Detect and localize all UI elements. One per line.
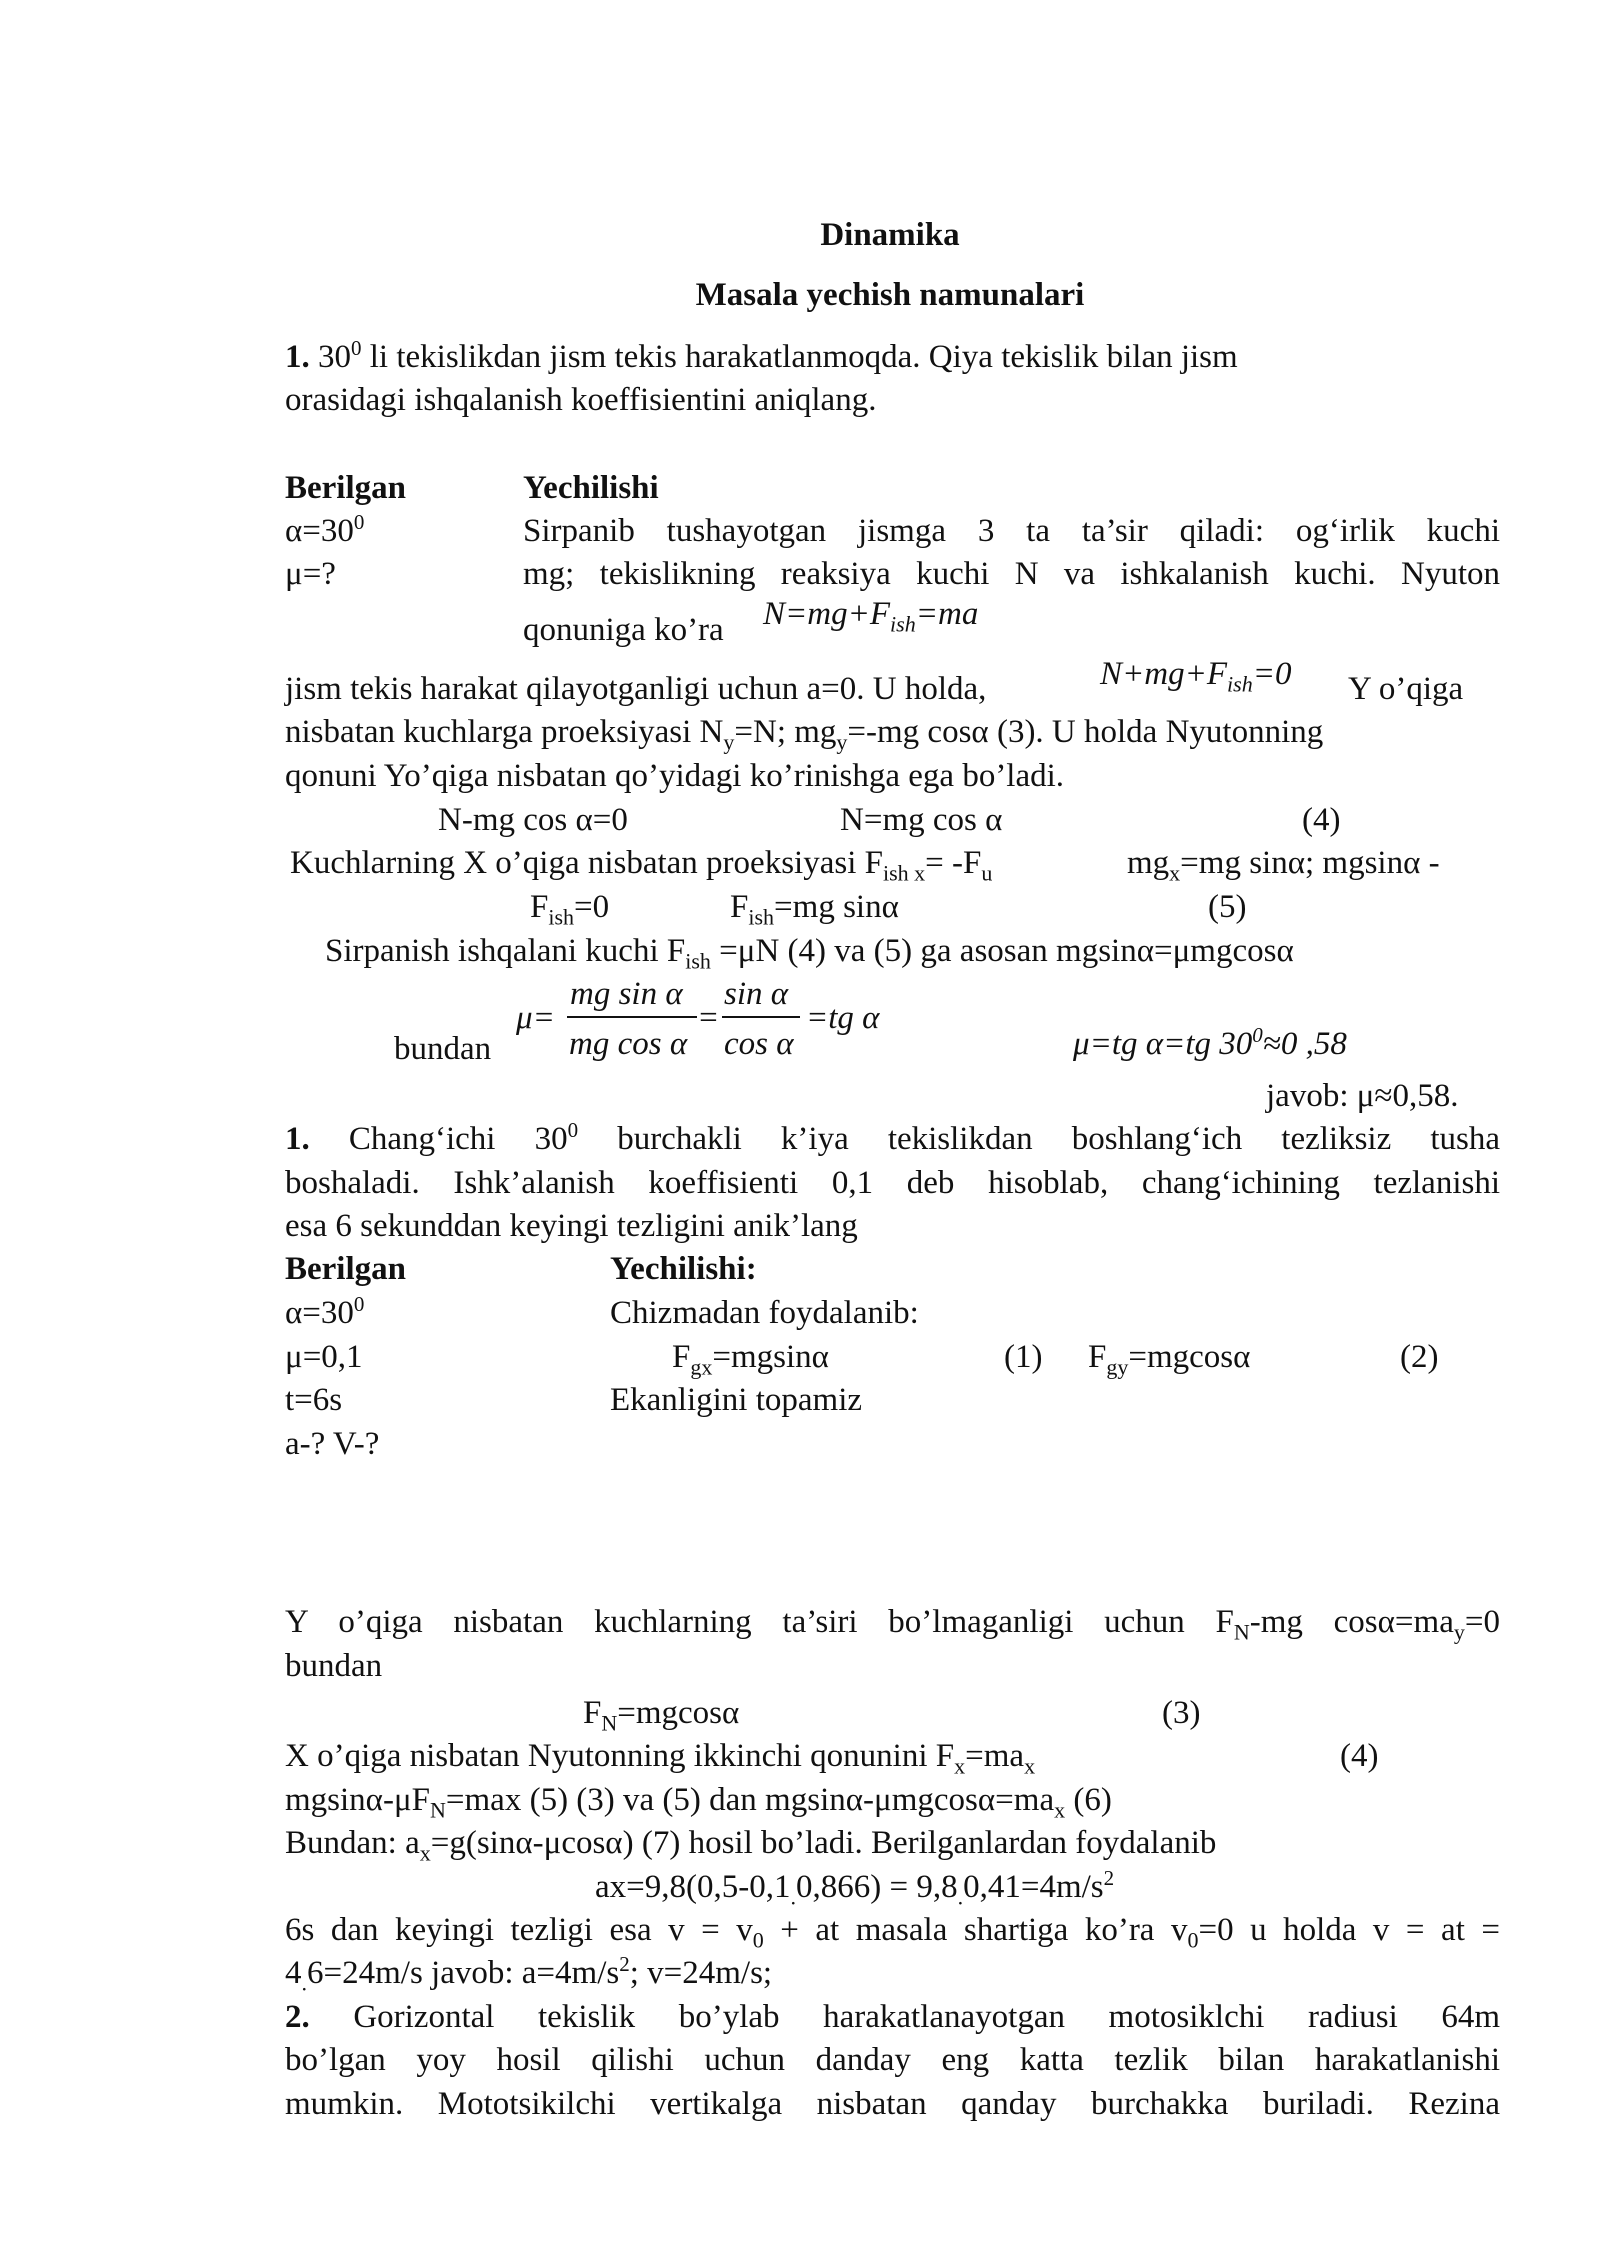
result-equation: μ=tg α=tg $30^0\approx 0$ ,58 [1073, 1023, 1347, 1062]
text-line-d-right: $mg_x=mg$ sinα; mgsinα - [1127, 845, 1440, 886]
problem3-line2: bo’lgan yoy hosil qilishi uchun danday eng katta tezlik bilan harakatlanishi [285, 2042, 1500, 2078]
frac2-numerator: sin α [724, 976, 789, 1012]
velocity-line2: $4_.6=24m/s$ javob: $a=4m/s^2$; v=24m/s; [285, 1952, 773, 1996]
given-heading: Berilgan [285, 470, 406, 506]
frac1-bar [567, 1016, 697, 1018]
problem1-statement-line2: orasidagi ishqalanish koeffisientini aniqlang. [285, 382, 877, 418]
eq4-number: (4) [1302, 802, 1341, 838]
fn-equation: $F_N=mgcos\alpha$ [583, 1695, 740, 1736]
eq4b-number: (4) [1340, 1738, 1379, 1774]
solution-heading-2: Yechilishi: [610, 1251, 757, 1287]
eq4-mid: N=mg cos α [840, 802, 1003, 838]
given2-alpha: $\alpha=30^0$ [285, 1292, 365, 1331]
frac2-denominator: cos α [724, 1026, 794, 1062]
bundan-label: bundan [394, 1031, 492, 1067]
eq5-left: $F_{ish}=0$ [530, 889, 610, 930]
fgx-equation: $F_{gx}=mgsin\alpha$ [672, 1339, 829, 1380]
eq5-number: (5) [1208, 889, 1247, 925]
given2-t: t=6s [285, 1382, 343, 1418]
answer-line: javob: μ≈0,58. [1266, 1078, 1459, 1114]
equation-newton: $N=mg+F_{ish}=ma$ [763, 596, 979, 637]
solution2-line1: Chizmadan foydalanib: [610, 1295, 919, 1331]
given2-find: a-? V-? [285, 1426, 380, 1462]
problem-number: 2. [285, 1999, 310, 2035]
eq3-number: (3) [1162, 1695, 1201, 1731]
text-line-b: nisbatan kuchlarga proeksiyasi $N_y=N$; $mg_y=-mg$ cosα (3). U holda Nyutonning [285, 714, 1324, 755]
frac-equals: = [697, 1000, 720, 1036]
bundan-ax-line: Bundan: $a_x=g(\sin\alpha-\mu\cos\alpha)$ (7) hosil bo’ladi. Berilganlardan foydalanib [285, 1825, 1217, 1866]
eq1-number: (1) [1004, 1339, 1043, 1375]
given-mu: μ=? [285, 556, 336, 592]
fgy-equation: $F_{gy}=mgcos\alpha$ [1088, 1339, 1251, 1380]
problem-number: 1. [285, 339, 310, 375]
x-axis-line: X o’qiga nisbatan Nyutonning ikkinchi qonunini $F_x=ma_x$ [285, 1738, 1036, 1779]
problem2-line1: 1. Chang‘ichi $30^0$ burchakli k’iya tekislikdan boshlang‘ich tezliksiz tusha [285, 1118, 1501, 1157]
calc-line: $ax=9,8(0,5-0,1_.0,866) = 9,8_.0,41=4m/s^2$ [595, 1866, 1115, 1910]
text-line-c: qonuni Yo’qiga nisbatan qo’yidagi ko’rinishga ega bo’ladi. [285, 758, 1065, 794]
eq2-number: (2) [1400, 1339, 1439, 1375]
equation-zero-sum: $N+mg+F_{ish}=0$ [1100, 656, 1292, 697]
frac2-bar [722, 1016, 800, 1018]
bundan-line: bundan [285, 1648, 383, 1684]
frac1-denominator: mg cos α [569, 1026, 688, 1062]
problem-number: 1. [285, 1121, 310, 1157]
text-line-e: Sirpanish ishqalani kuchi $F_{ish} =\mu N$ (4) va (5) ga asosan mgsinα=μmgcosα [325, 933, 1294, 974]
problem2-line3: esa 6 sekunddan keyingi tezligini anik’lang [285, 1208, 858, 1244]
text-line-a-tail: Y o’qiga [1348, 671, 1464, 707]
given-alpha: $\alpha=30^0$ [285, 510, 365, 549]
problem2-line2: boshaladi. Ishk’alanish koeffisienti 0,1 deb hisoblab, chang‘ichining tezlanishi [285, 1165, 1500, 1201]
page-title: Dinamika [820, 217, 960, 253]
frac1-numerator: mg sin α [570, 976, 683, 1012]
solution-line3: qonuniga ko’ra [523, 612, 724, 648]
text-line-a: jism tekis harakat qilayotganligi uchun a=0. U holda, [285, 671, 987, 707]
problem3-line1: 2. Gorizontal tekislik bo’ylab harakatlanayotgan motosiklchi radiusi 64m [285, 1999, 1500, 2035]
frac-mu: μ= [516, 1000, 555, 1036]
solution-line1: Sirpanib tushayotgan jismga 3 ta ta’sir qiladi: og‘irlik kuchi [523, 513, 1500, 549]
mgsin-line: mgsinα-$\mu F_N=\max$ (5) (3) va (5) dan mgsinα-$\mu mgcos\alpha=ma_x$ (6) [285, 1782, 1112, 1823]
given-heading-2: Berilgan [285, 1251, 406, 1287]
text-line-d: Kuchlarning X o’qiga nisbatan proeksiyasi $F_{ish x}= -F_u$ [290, 845, 993, 886]
problem3-line3: mumkin. Mototsikilchi vertikalga nisbatan qanday burchakka buriladi. Rezina [285, 2086, 1500, 2122]
solution-line2: mg; tekislikning reaksiya kuchi N va ishkalanish kuchi. Nyuton [523, 556, 1500, 592]
frac-tail: =tg α [806, 1000, 880, 1036]
given2-mu: μ=0,1 [285, 1339, 363, 1375]
eq5-mid: $F_{ish}=mg$ sinα [730, 889, 899, 930]
solution2-line3: Ekanligini topamiz [610, 1382, 863, 1418]
eq4-left: N-mg cos α=0 [438, 802, 628, 838]
page-subtitle: Masala yechish namunalari [695, 277, 1085, 313]
y-axis-line: Y o’qiga nisbatan kuchlarning ta’siri bo’lmaganligi uchun $F_N-mg$ $\cos\alpha=ma_y=0$ [285, 1604, 1500, 1645]
solution-heading: Yechilishi [523, 470, 659, 506]
problem1-statement-line1: 1. $30^0$ li tekislikdan jism tekis harakatlanmoqda. Qiya tekislik bilan jism [285, 336, 1238, 375]
velocity-line1: 6s dan keyingi tezligi esa $v = v_0$ + at masala shartiga ko’ra $v_0=0$ u holda v = at = [285, 1912, 1500, 1953]
